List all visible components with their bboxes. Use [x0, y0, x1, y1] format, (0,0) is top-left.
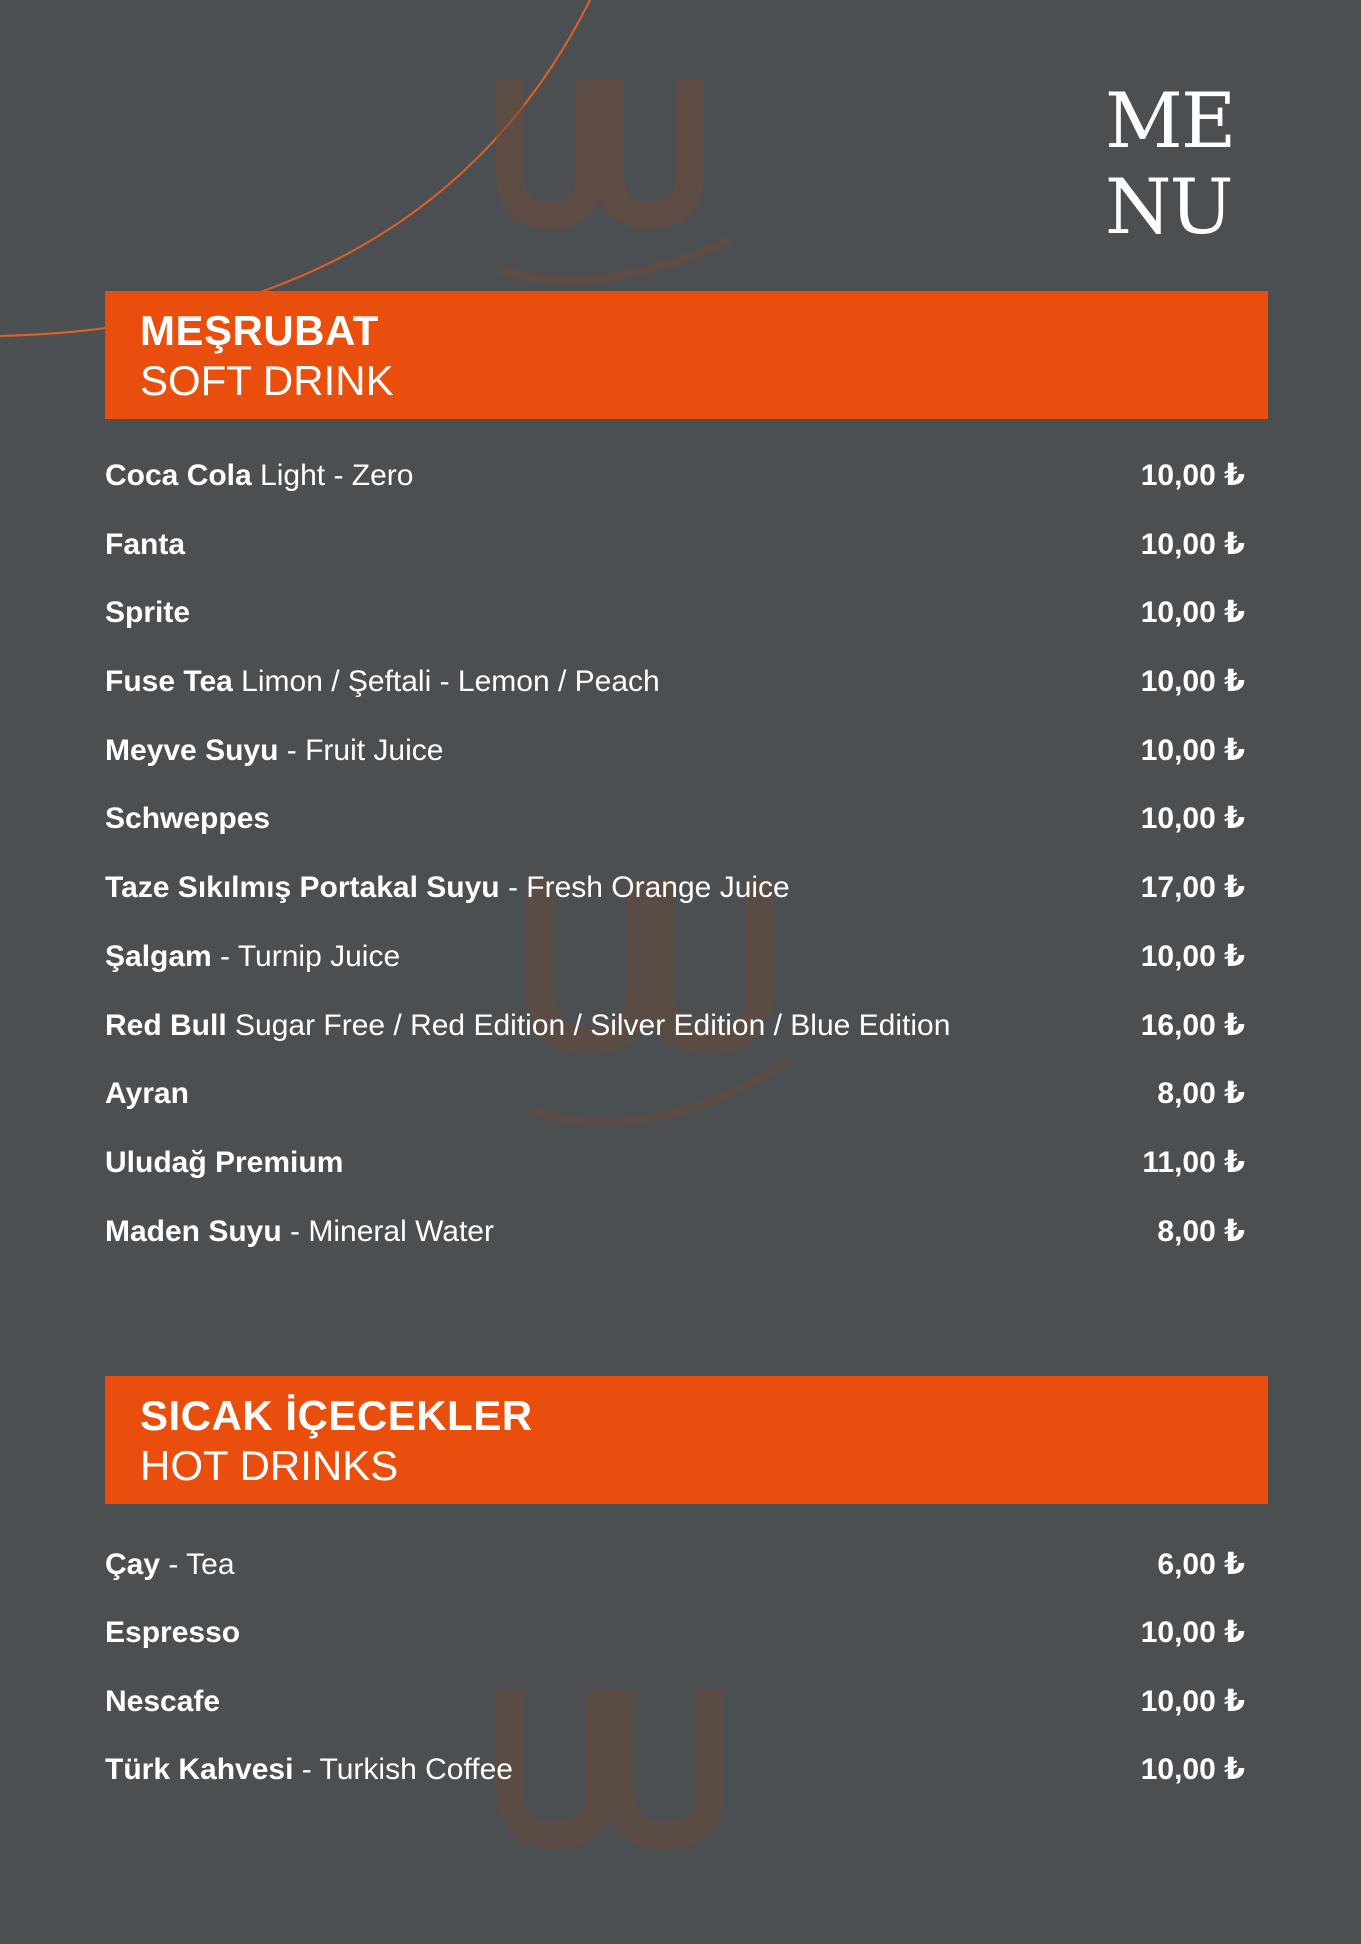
item-price: 10,00 ₺ [1140, 527, 1245, 561]
list-item [105, 1143, 1245, 1212]
item-name: Nescafe [105, 1684, 221, 1718]
item-price: 10,00 ₺ [1140, 1616, 1245, 1650]
section-header-soft-drink [105, 291, 1268, 419]
list-item [105, 799, 1245, 868]
item-name: Fuse Tea Limon / Şeftali - Lemon / Peach [105, 665, 660, 699]
item-price: 11,00 ₺ [1142, 1145, 1245, 1179]
item-name: Maden Suyu - Mineral Water [105, 1214, 494, 1248]
item-name: Taze Sıkılmış Portakal Suyu - Fresh Orange Juice [105, 871, 790, 905]
item-price: 10,00 ₺ [1140, 733, 1245, 767]
item-name: Red Bull Sugar Free / Red Edition / Silver Edition / Blue Edition [105, 1008, 951, 1042]
watermark-logo-icon [500, 80, 730, 280]
list-item [105, 731, 1245, 800]
section-title-tr: SICAK İÇECEKLER [140, 1392, 533, 1439]
menu-title-line1: ME [1105, 76, 1235, 165]
item-name: Ayran [105, 1077, 189, 1111]
list-item [105, 1212, 1245, 1281]
section-title-en: SOFT DRINK [140, 357, 394, 404]
item-name: Espresso [105, 1616, 241, 1650]
item-price: 6,00 ₺ [1157, 1548, 1245, 1581]
list-item [105, 1545, 1245, 1613]
section-title-tr: MEŞRUBAT [140, 307, 379, 354]
list-item [105, 868, 1245, 937]
list-item [105, 593, 1245, 662]
hot-drink-list [105, 1545, 1245, 1818]
item-name: Çay - Tea [105, 1548, 235, 1581]
item-name: Uludağ Premium [105, 1145, 344, 1179]
list-item [105, 1750, 1245, 1818]
item-price: 10,00 ₺ [1140, 1752, 1245, 1786]
item-price: 8,00 ₺ [1157, 1214, 1245, 1248]
list-item [105, 456, 1245, 525]
item-price: 10,00 ₺ [1140, 665, 1245, 699]
list-item [105, 525, 1245, 594]
item-name: Schweppes [105, 802, 271, 836]
item-price: 10,00 ₺ [1140, 596, 1245, 630]
item-name: Coca Cola Light - Zero [105, 459, 414, 492]
decorative-arc [0, 0, 590, 336]
menu-title [1105, 78, 1275, 250]
item-name: Sprite [105, 596, 191, 630]
soft-drink-list [105, 456, 1245, 1280]
list-item [105, 1006, 1245, 1075]
item-price: 10,00 ₺ [1140, 459, 1245, 492]
list-item [105, 1074, 1245, 1143]
menu-title-line2: NU [1105, 162, 1232, 251]
list-item [105, 1682, 1245, 1750]
item-price: 17,00 ₺ [1140, 871, 1245, 905]
list-item [105, 937, 1245, 1006]
item-name: Türk Kahvesi - Turkish Coffee [105, 1752, 513, 1786]
item-price: 8,00 ₺ [1157, 1077, 1245, 1111]
item-name: Fanta [105, 527, 186, 561]
item-name: Meyve Suyu - Fruit Juice [105, 733, 444, 767]
list-item [105, 1613, 1245, 1681]
item-price: 10,00 ₺ [1140, 939, 1245, 973]
section-title-en: HOT DRINKS [140, 1442, 399, 1489]
list-item [105, 662, 1245, 731]
item-price: 10,00 ₺ [1140, 1684, 1245, 1718]
item-name: Şalgam - Turnip Juice [105, 939, 401, 973]
item-price: 10,00 ₺ [1140, 802, 1245, 836]
item-price: 16,00 ₺ [1140, 1008, 1245, 1042]
section-header-hot-drinks [105, 1376, 1268, 1504]
